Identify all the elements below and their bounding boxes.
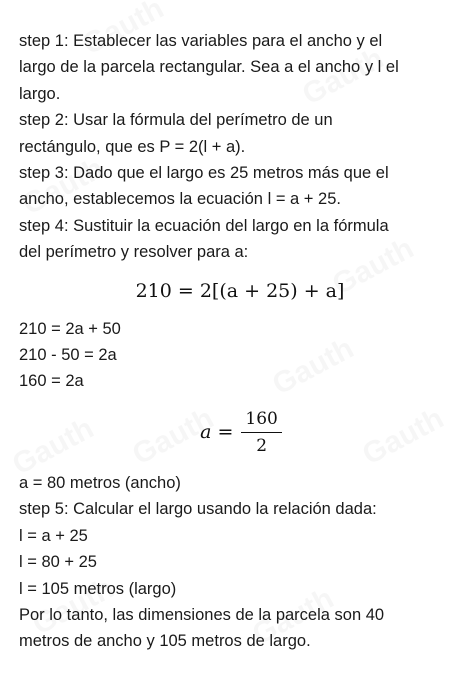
text-block-steps-1-4	[19, 28, 459, 266]
text-line: metros de ancho y 105 metros de largo.	[19, 632, 311, 651]
text-block-steps-5-conclusion	[19, 470, 459, 655]
text-line: l = 105 metros (largo)	[19, 579, 177, 598]
text-line: largo.	[19, 84, 61, 103]
text-line: step 5: Calcular el largo usando la relación dada:	[19, 500, 377, 519]
text-line: step 4: Sustituir la ecuación del largo en la fórmula	[19, 216, 389, 235]
text-line: 210 = 2a + 50	[19, 319, 121, 338]
fraction-lhs: a =	[200, 421, 234, 444]
text-line: l = a + 25	[19, 526, 88, 545]
text-line: del perímetro y resolver para a:	[19, 243, 249, 262]
text-line: ancho, establecemos la ecuación l = a + 25.	[19, 190, 341, 209]
text-line: 210 - 50 = 2a	[19, 346, 117, 365]
text-line: Por lo tanto, las dimensiones de la parcela son 40	[19, 605, 385, 624]
text-line: 160 = 2a	[19, 372, 84, 391]
text-line: step 1: Establecer las variables para el ancho y el	[19, 32, 383, 50]
equation-fraction	[19, 395, 459, 470]
solution-content	[19, 28, 459, 655]
text-line: rectángulo, que es P = 2(l + a).	[19, 137, 246, 156]
fraction	[241, 408, 281, 457]
text-line: step 2: Usar la fórmula del perímetro de un	[19, 111, 333, 130]
text-line: l = 80 + 25	[19, 553, 97, 572]
text-line: step 3: Dado que el largo es 25 metros más que el	[19, 164, 389, 183]
fraction-denominator: 2	[256, 435, 268, 456]
fraction-numerator: 160	[241, 408, 281, 433]
text-line: largo de la parcela rectangular. Sea a el ancho y l el	[19, 58, 399, 77]
text-line: a = 80 metros (ancho)	[19, 473, 181, 492]
equation-perimeter: 210 = 2[(a + 25) + a]	[135, 279, 345, 302]
text-block-algebra	[19, 316, 459, 395]
